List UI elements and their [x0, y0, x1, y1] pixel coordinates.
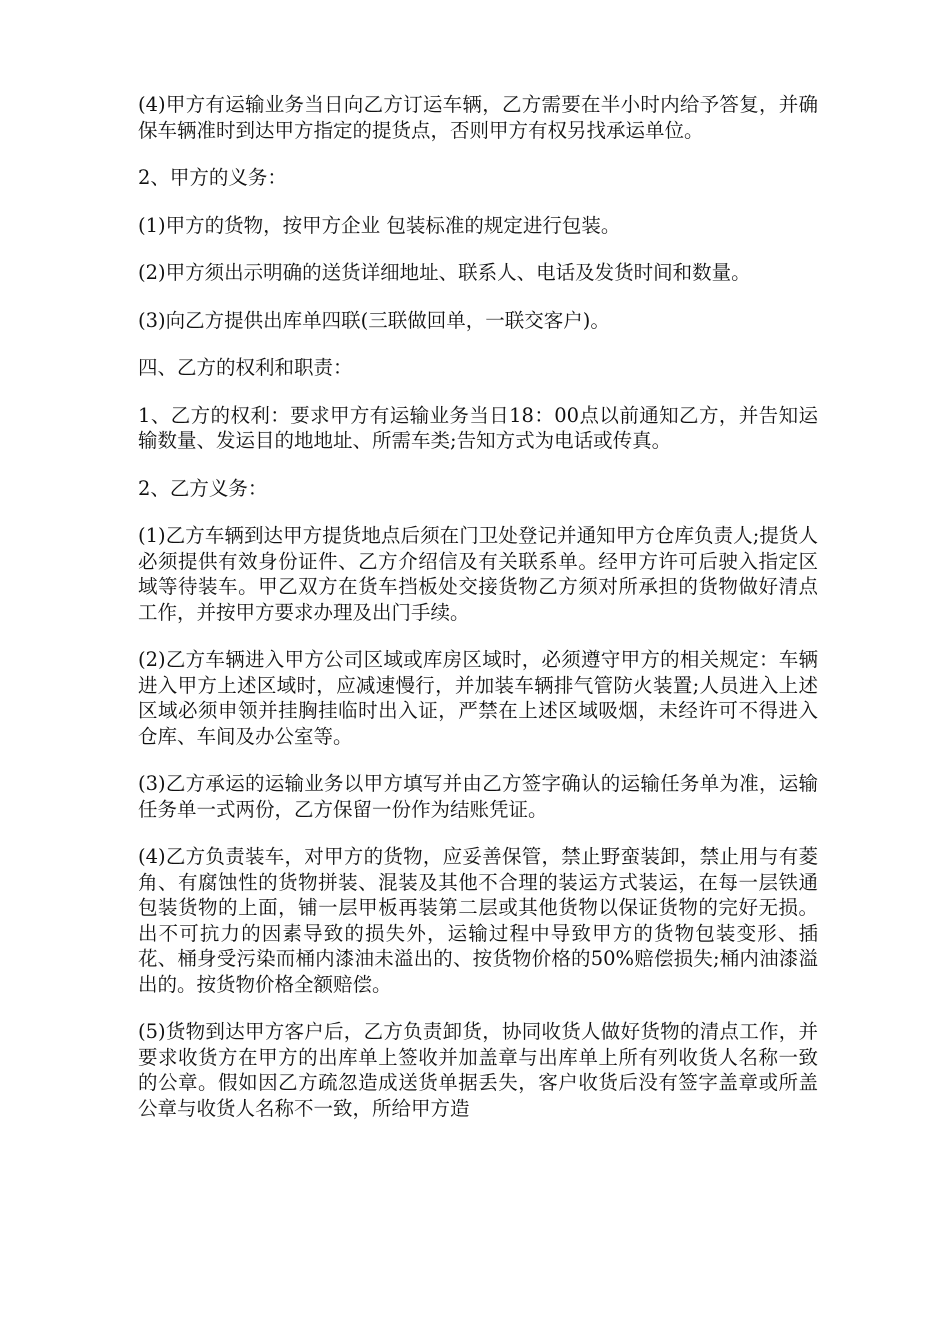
clause-paragraph: (2)乙方车辆进入甲方公司区域或库房区域时，必须遵守甲方的相关规定：车辆进入甲方上述区域时，应减速慢行，并加装车辆排气管防火装置;人员进入上述区域必须申领并挂胸挂临时出入证，严禁在上述区域吸烟，未经许可不得进入仓库、车间及办公室等。 — [138, 648, 818, 748]
document-page — [138, 92, 818, 1143]
clause-paragraph: (5)货物到达甲方客户后，乙方负责卸货，协同收货人做好货物的清点工作，并要求收货方在甲方的出库单上签收并加盖章与出库单上所有列收货人名称一致的公章。假如因乙方疏忽造成送货单据丢失，客户收货后没有签字盖章或所盖公章与收货人名称不一致，所给甲方造 — [138, 1020, 818, 1120]
clause-paragraph: 1、乙方的权利：要求甲方有运输业务当日18：00点以前通知乙方，并告知运输数量、发运目的地地址、所需车类;告知方式为电话或传真。 — [138, 403, 818, 452]
clause-paragraph: (4)乙方负责装车，对甲方的货物，应妥善保管，禁止野蛮装卸，禁止用与有菱角、有腐蚀性的货物拼装、混装及其他不合理的装运方式装运，在每一层铁通包装货物的上面，铺一层甲板再装第二层或其他货物以保证货物的完好无损。出不可抗力的因素导致的损失外，运输过程中导致甲方的货物包装变形、插花、桶身受污染而桶内漆油未溢出的、按货物价格的50%赔偿损失;桶内油漆溢出的。按货物价格全额赔偿。 — [138, 845, 818, 996]
clause-paragraph: (3)乙方承运的运输业务以甲方填写并由乙方签字确认的运输任务单为准，运输任务单一式两份，乙方保留一份作为结账凭证。 — [138, 772, 818, 821]
clause-paragraph: (2)甲方须出示明确的送货详细地址、联系人、电话及发货时间和数量。 — [138, 261, 751, 284]
section-heading: 2、乙方义务： — [138, 476, 268, 500]
section-heading: 四、乙方的权利和职责： — [138, 356, 353, 379]
clause-paragraph: (3)向乙方提供出库单四联(三联做回单，一联交客户)。 — [138, 308, 610, 332]
clause-paragraph: (1)乙方车辆到达甲方提货地点后须在门卫处登记并通知甲方仓库负责人;提货人必须提供有效身份证件、乙方介绍信及有关联系单。经甲方许可后驶入指定区域等待装车。甲乙双方在货车挡板处交接货物乙方须对所承担的货物做好清点工作，并按甲方要求办理及出门手续。 — [138, 524, 818, 624]
clause-paragraph: (4)甲方有运输业务当日向乙方订运车辆，乙方需要在半小时内给予答复，并确保车辆准时到达甲方指定的提货点，否则甲方有权另找承运单位。 — [138, 93, 818, 142]
clause-paragraph: (1)甲方的货物，按甲方企业 包装标准的规定进行包装。 — [138, 213, 621, 237]
section-heading: 2、甲方的义务： — [138, 166, 287, 189]
